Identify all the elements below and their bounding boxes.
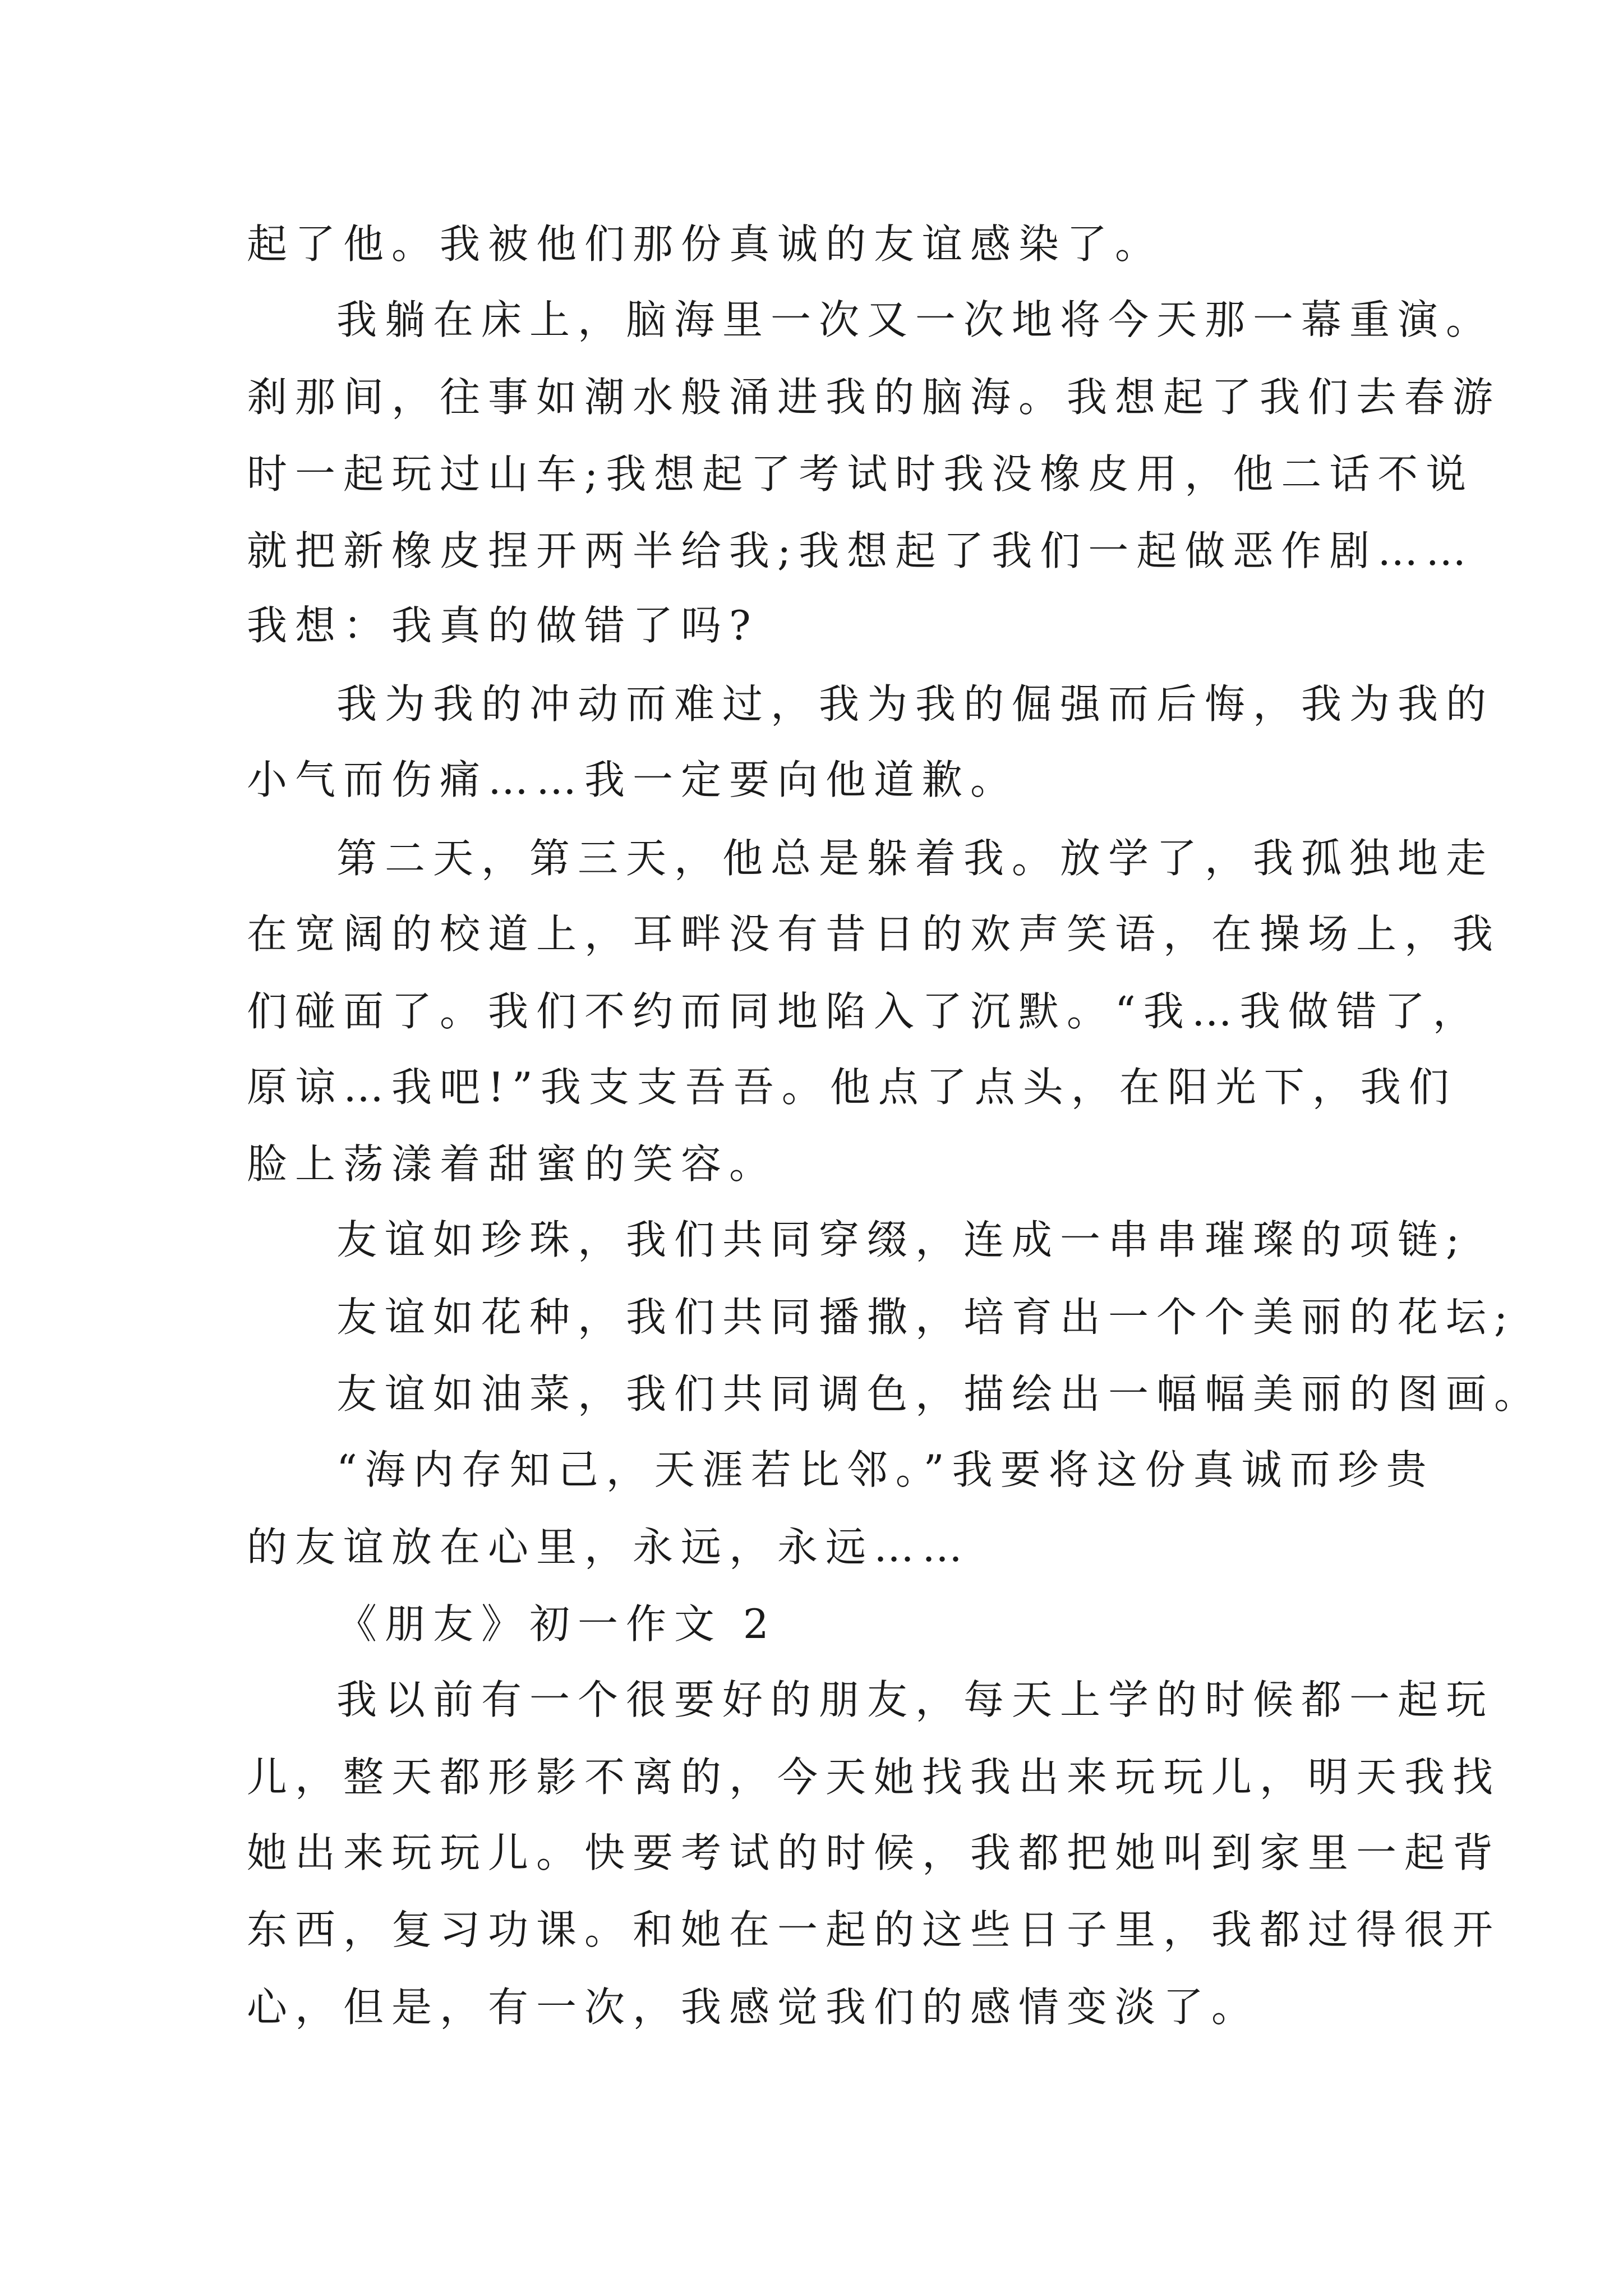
text-line: 儿，整天都形影不离的，今天她找我出来玩玩儿，明天我找 — [247, 1754, 1501, 1801]
text-line: 友谊如珍珠，我们共同穿缀，连成一串串璀璨的项链; — [336, 1216, 1468, 1263]
text-line: 我躺在床上，脑海里一次又一次地将今天那一幕重演。 — [336, 296, 1495, 343]
text-line: 们碰面了。我们不约而同地陷入了沉默。“我…我做错了， — [247, 988, 1481, 1035]
text-line: 时一起玩过山车;我想起了考试时我没橡皮用，他二话不说 — [247, 450, 1474, 498]
text-line: 我以前有一个很要好的朋友，每天上学的时候都一起玩 — [336, 1676, 1495, 1723]
text-line: 我为我的冲动而难过，我为我的倔强而后悔，我为我的 — [336, 680, 1495, 728]
text-line: 友谊如油菜，我们共同调色，描绘出一幅幅美丽的图画。 — [336, 1370, 1543, 1418]
text-line: 我想：我真的做错了吗? — [247, 602, 759, 649]
text-line: “海内存知己，天涯若比邻。”我要将这份真诚而珍贵 — [336, 1446, 1435, 1493]
text-line: 就把新橡皮捏开两半给我;我想起了我们一起做恶作剧…… — [247, 527, 1474, 574]
text-line: 在宽阔的校道上，耳畔没有昔日的欢声笑语，在操场上，我 — [247, 910, 1501, 958]
text-line: 小气而伤痛……我一定要向他道歉。 — [247, 756, 1019, 803]
text-line: 心，但是，有一次，我感觉我们的感情变淡了。 — [247, 1984, 1260, 2031]
text-line: 脸上荡漾着甜蜜的笑容。 — [247, 1140, 778, 1188]
text-line: 刹那间，往事如潮水般涌进我的脑海。我想起了我们去春游 — [247, 374, 1501, 421]
text-line: 友谊如花种，我们共同播撒，培育出一个个美丽的花坛; — [336, 1294, 1516, 1341]
text-line: 起了他。我被他们那份真诚的友谊感染了。 — [247, 220, 1164, 268]
text-line: 的友谊放在心里，永远，永远…… — [247, 1524, 971, 1571]
text-line: 第二天，第三天，他总是躲着我。放学了，我孤独地走 — [336, 835, 1495, 882]
text-line: 原谅…我吧!”我支支吾吾。他点了点头，在阳光下，我们 — [247, 1064, 1457, 1111]
section-heading: 《朋友》初一作文 2 — [336, 1600, 777, 1648]
text-line: 东西，复习功课。和她在一起的这些日子里，我都过得很开 — [247, 1906, 1501, 1953]
text-line: 她出来玩玩儿。快要考试的时候，我都把她叫到家里一起背 — [247, 1829, 1501, 1876]
